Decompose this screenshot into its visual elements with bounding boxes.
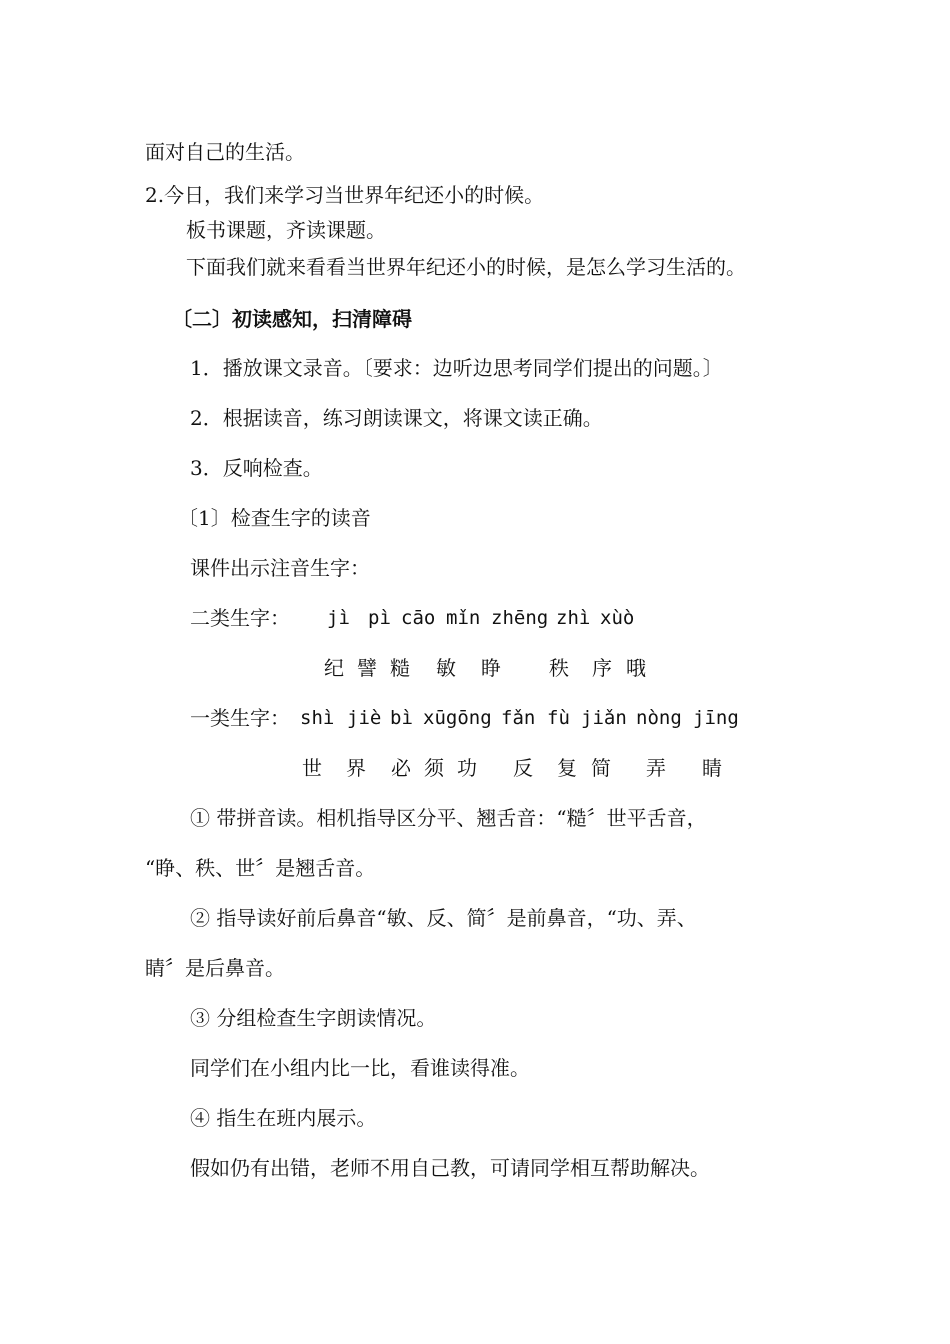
pinyin: zhēng bbox=[491, 607, 549, 629]
pinyin: jīng bbox=[693, 707, 739, 729]
pinyin: bì bbox=[390, 707, 413, 729]
pinyin: jiǎn bbox=[581, 707, 627, 729]
text-line: 3．反响检查。 bbox=[190, 456, 323, 480]
character: 反 bbox=[513, 756, 533, 780]
character: 序 bbox=[592, 656, 612, 680]
pinyin: pì bbox=[368, 607, 391, 629]
paragraph-line: ④ 指生在班内展示。 bbox=[190, 1106, 377, 1130]
paragraph-line: 睛〞是后鼻音。 bbox=[145, 956, 285, 980]
text-line: 〔1〕检查生字的读音 bbox=[178, 506, 371, 530]
text-line: 1．播放课文录音。〔要求：边听边思考同学们提出的问题。〕 bbox=[190, 356, 723, 380]
text-line: 下面我们就来看看当世界年纪还小的时候，是怎么学习生活的。 bbox=[186, 255, 746, 279]
character: 必 bbox=[391, 756, 411, 780]
pinyin: cāo bbox=[401, 607, 436, 629]
character: 功 bbox=[457, 756, 477, 780]
text-line: 面对自己的生活。 bbox=[145, 140, 305, 164]
section-heading: 〔二〕初读感知，扫清障碍 bbox=[172, 307, 412, 331]
pinyin: fù bbox=[547, 707, 570, 729]
pinyin: jì bbox=[327, 607, 350, 629]
pinyin: shì bbox=[300, 707, 335, 729]
character: 界 bbox=[346, 756, 366, 780]
paragraph-line: 同学们在小组内比一比，看谁读得准。 bbox=[190, 1056, 530, 1080]
character: 弄 bbox=[646, 756, 666, 780]
text-line: 2.今日，我们来学习当世界年纪还小的时候。 bbox=[145, 183, 545, 207]
paragraph-line: ③ 分组检查生字朗读情况。 bbox=[190, 1006, 437, 1030]
character: 譬 bbox=[357, 656, 377, 680]
character: 敏 bbox=[436, 656, 456, 680]
class1-label: 一类生字： bbox=[190, 706, 290, 730]
class2-label: 二类生字： bbox=[190, 606, 290, 630]
character: 须 bbox=[424, 756, 444, 780]
character: 简 bbox=[591, 756, 611, 780]
character: 世 bbox=[302, 756, 322, 780]
pinyin: zhì bbox=[556, 607, 591, 629]
character: 睛 bbox=[702, 756, 722, 780]
character: 秩 bbox=[549, 656, 569, 680]
character: 纪 bbox=[324, 656, 344, 680]
text-line: 板书课题，齐读课题。 bbox=[186, 218, 386, 242]
text-line: 2．根据读音，练习朗读课文，将课文读正确。 bbox=[190, 406, 603, 430]
paragraph-line: 假如仍有出错，老师不用自己教，可请同学相互帮助解决。 bbox=[190, 1156, 710, 1180]
text-line: 课件出示注音生字： bbox=[190, 556, 370, 580]
paragraph-line: “睁、秩、世〞是翘舌音。 bbox=[145, 856, 376, 880]
character: 睁 bbox=[481, 656, 501, 680]
paragraph-line: ② 指导读好前后鼻音“敏、反、简〞是前鼻音，“功、弄、 bbox=[190, 906, 697, 930]
pinyin: mǐn bbox=[446, 607, 481, 629]
pinyin: nòng bbox=[636, 707, 682, 729]
character: 哦 bbox=[626, 656, 646, 680]
character: 糙 bbox=[390, 656, 410, 680]
pinyin: fǎn bbox=[501, 707, 536, 729]
character: 复 bbox=[557, 756, 577, 780]
pinyin: jiè bbox=[347, 707, 382, 729]
paragraph-line: ① 带拼音读。相机指导区分平、翘舌音：“糙〞世平舌音， bbox=[190, 806, 707, 830]
pinyin: xùò bbox=[600, 607, 635, 629]
pinyin: xūgōng bbox=[423, 707, 492, 729]
